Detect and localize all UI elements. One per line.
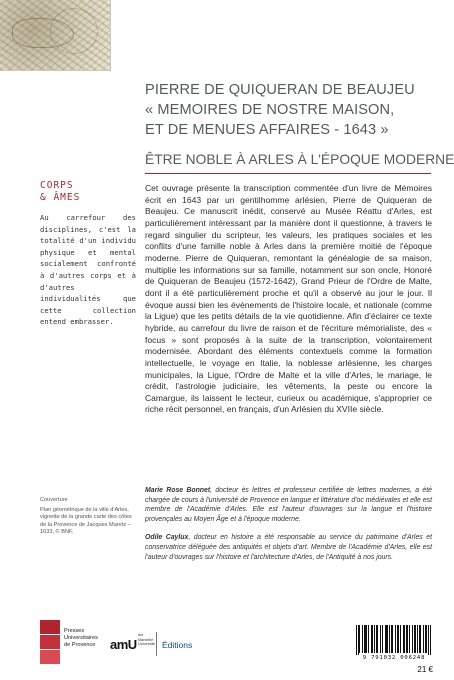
barcode-bar [412, 625, 413, 653]
title-line: ET DE MENUES AFFAIRES - 1643 » [145, 122, 389, 138]
collection-name-line: CORPS [40, 180, 74, 191]
author-bio-text: , docteur ès lettres et professeur certifiée de lettres modernes, a été chargée de cours à l'université de Provence en langue et littérature d'oc médiévales et elle est membre de l'Académie d'Arles. Elle est l'auteur d'ouvrages sur la langue et l'histoire provençales au Moyen Âge et à l'époque moderne. [145, 487, 432, 523]
barcode-bar [428, 625, 429, 655]
author-bios [145, 486, 432, 571]
map-contour [50, 8, 98, 54]
author-bio [145, 533, 432, 562]
amu-university-name [138, 633, 155, 647]
title-line: « MEMOIRES DE NOSTRE MAISON, [145, 102, 395, 118]
editions-label: Éditions [162, 640, 193, 650]
cover-map-vignette [0, 0, 111, 71]
barcode-bar [391, 625, 392, 653]
back-cover-summary: Cet ouvrage présente la transcription commentée d'un livre de Mémoires écrit en 1643 par un gentilhomme arlésien, Pierre de Quiqueran de Beaujeu. Ce manuscrit inédit, conservé au Musée Réattu d'Arles, est particulièrement intéressant par la manière dont il questionne, à travers le regard singulier du scripteur, les valeurs, les pratiques sociales et les conflits d'une famille noble à Arles dans la première moitié de l'époque moderne. Pierre de Quiqueran, remontant la généalogie de sa maison, multiplie les informations sur sa famille, notamment sur son oncle, Honoré de Quiqueran de Beaujeu (1572-1642), Grand Prieur de l'Ordre de Malte, dont il a été particulièrement proche et qu'il a observé au jour le jour. Il évoque aussi bien les événements de l'histoire locale, et nationale (comme la Ligue) que les petits détails de la vie quotidienne. Afin d'éclairer ce texte hybride, au carrefour du livre de raison et de l'écriture mémorialiste, des « focus » sont proposés à la suite de la transcription, volontairement modernisée. Abordant des éléments contextuels comme la formation intellectuelle, le voyage en Italie, la noblesse arlésienne, les charges municipales, la Ligue, l'Ordre de Malte et la ville d'Arles, le mariage, le crédit, l'astrologie judiciaire, les vêtements, la peste ou encore la Camargue, ils laissent le lecteur, curieux ou académique, s'approprier ce riche récit personnel, en français, d'un Arlésien du XVIIe siècle. [145, 183, 432, 415]
collection-description: Au carrefour des disciplines, c'est la totalité d'un individu physique et mental socialement confronté à d'autres corps et à d'autres individualités que cette collection entend embrasser. [40, 213, 136, 327]
barcode-bar [398, 625, 399, 653]
barcode-bar [426, 625, 427, 653]
author-bio-text: , docteur en histoire a été responsable au service du patrimoine d'Arles et conservatrice déléguée des antiquités et objets d'art. Membre de l'Académie d'Arles, elle est l'auteur d'ouvrages sur l'histoire et l'architecture d'Arles, de l'Antiquité à nos jours. [145, 534, 432, 561]
amu-line: Aix [138, 633, 144, 637]
amu-logo: amU [110, 637, 137, 652]
title-divider [145, 173, 431, 174]
collection-name [40, 180, 80, 204]
barcode-bar [392, 625, 393, 653]
barcode-bar [414, 625, 415, 653]
cover-credit-heading: Couverture [40, 497, 68, 503]
amu-line: Marseille [138, 637, 154, 642]
barcode-bar [359, 625, 360, 653]
barcode-bar [385, 625, 386, 653]
barcode-bar [397, 625, 398, 653]
cover-credit-text: Plan géométrique de la ville d'Arles, vignette de la grande carte des côtes de la Provence de Jacques Maretz – 1633, © BNF. [40, 506, 132, 536]
pup-logo [40, 620, 60, 664]
barcode-bar [404, 625, 405, 653]
barcode-bar [419, 625, 420, 653]
barcode-bar [417, 625, 418, 653]
amu-line: Université [138, 642, 155, 647]
barcode-bar [382, 625, 383, 653]
pup-publisher-name [64, 628, 98, 648]
barcode-bar [395, 625, 396, 653]
barcode-bar [376, 625, 377, 653]
price: 21 € [417, 665, 433, 674]
cover-credit [40, 497, 138, 537]
barcode-bar [374, 625, 375, 653]
author-name: Odile Caylux [145, 534, 189, 542]
barcode-bar [371, 625, 372, 653]
logo-divider [156, 632, 157, 656]
barcode-bar [407, 625, 408, 653]
barcode-bar [358, 625, 359, 655]
barcode-bar [356, 625, 357, 655]
barcode-bar [365, 625, 366, 653]
barcode-bar [430, 625, 431, 655]
collection-name-line: & ÂMES [40, 192, 81, 203]
pup-line: Presses [64, 628, 85, 634]
pup-line: Universitaires [64, 634, 98, 641]
barcode-bar [403, 625, 404, 653]
barcode-bar [362, 625, 363, 653]
barcode-bar [386, 625, 387, 653]
barcode-bar [366, 625, 367, 653]
isbn-barcode [355, 625, 433, 655]
barcode-bar [409, 625, 410, 653]
barcode-bar [420, 625, 421, 653]
author-bio [145, 486, 432, 524]
barcode-bar [423, 625, 424, 653]
barcode-bar [400, 625, 401, 653]
author-name: Marie Rose Bonnet [145, 487, 211, 494]
book-subtitle: ÊTRE NOBLE À ARLES À L'ÉPOQUE MODERNE [145, 152, 454, 167]
barcode-bar [364, 625, 365, 653]
title-line: PIERRE DE QUIQUERAN DE BEAUJEU [145, 82, 415, 98]
barcode-bar [380, 625, 381, 653]
pup-line: de Provence [64, 641, 96, 648]
barcode-bar [415, 625, 416, 653]
barcode-bar [389, 625, 390, 653]
barcode-bar [406, 625, 407, 653]
barcode-bar [372, 625, 373, 653]
isbn-number: 9 791032 006248 [362, 655, 426, 661]
book-title [145, 80, 445, 140]
barcode-bar [387, 625, 388, 653]
barcode-bar [425, 625, 426, 653]
barcode-bar [377, 625, 378, 653]
barcode-bar [368, 625, 369, 653]
